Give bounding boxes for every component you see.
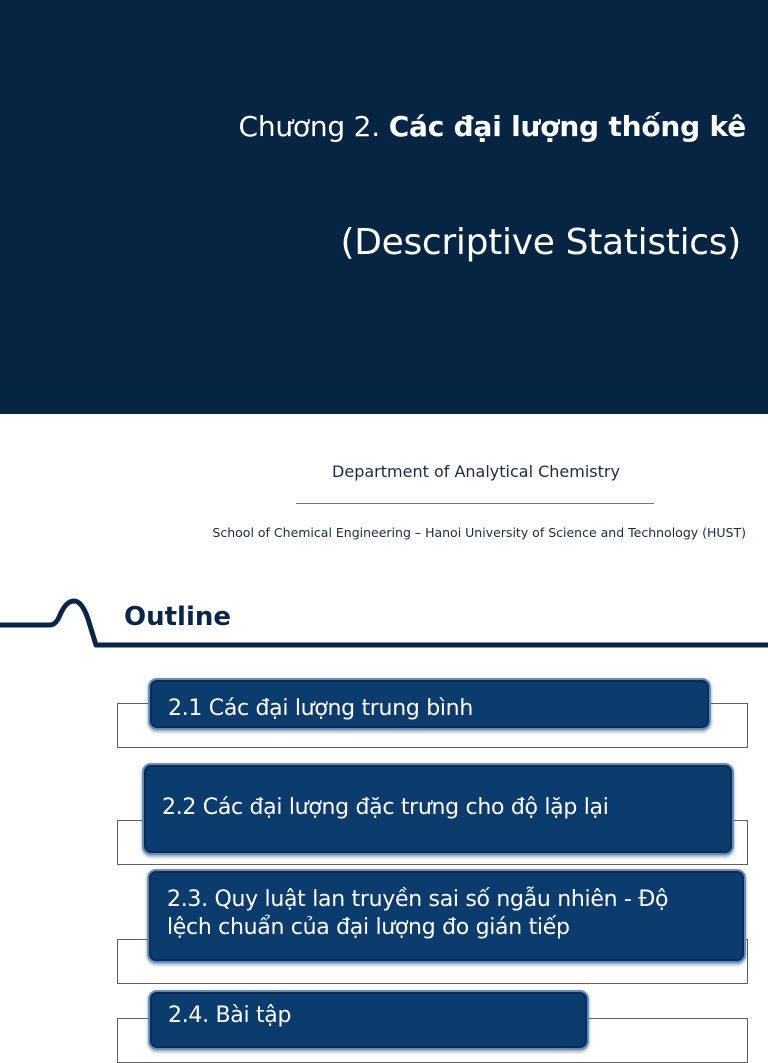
- chapter-title: [238, 110, 746, 143]
- outline-item-3-line-2: lệch chuẩn của đại lượng đo gián tiếp: [167, 915, 570, 940]
- outline-item-4[interactable]: [148, 990, 589, 1050]
- chapter-number: Chương 2.: [238, 110, 380, 143]
- outline-item-1[interactable]: [148, 678, 711, 730]
- outline-item-3[interactable]: [147, 869, 746, 963]
- outline-item-3-line-1: 2.3. Quy luật lan truyền sai số ngẫu nhiên - Độ: [167, 887, 669, 912]
- outline-header-line: [0, 595, 768, 655]
- outline-item-2[interactable]: [142, 763, 734, 855]
- divider: [296, 503, 654, 504]
- outline-item-1-label: 2.1 Các đại lượng trung bình: [168, 696, 473, 721]
- outline-title: Outline: [124, 602, 232, 632]
- chapter-subtitle: (Descriptive Statistics): [340, 222, 741, 263]
- outline-item-2-label: 2.2 Các đại lượng đặc trưng cho độ lặp lại: [162, 795, 609, 820]
- department-name: Department of Analytical Chemistry: [332, 462, 620, 481]
- title-banner: [0, 0, 768, 414]
- outline-item-4-label: 2.4. Bài tập: [168, 1003, 292, 1028]
- chapter-name: Các đại lượng thống kê: [388, 110, 746, 143]
- school-name: School of Chemical Engineering – Hanoi University of Science and Technology (HUST): [212, 525, 746, 540]
- department-line: [0, 462, 768, 481]
